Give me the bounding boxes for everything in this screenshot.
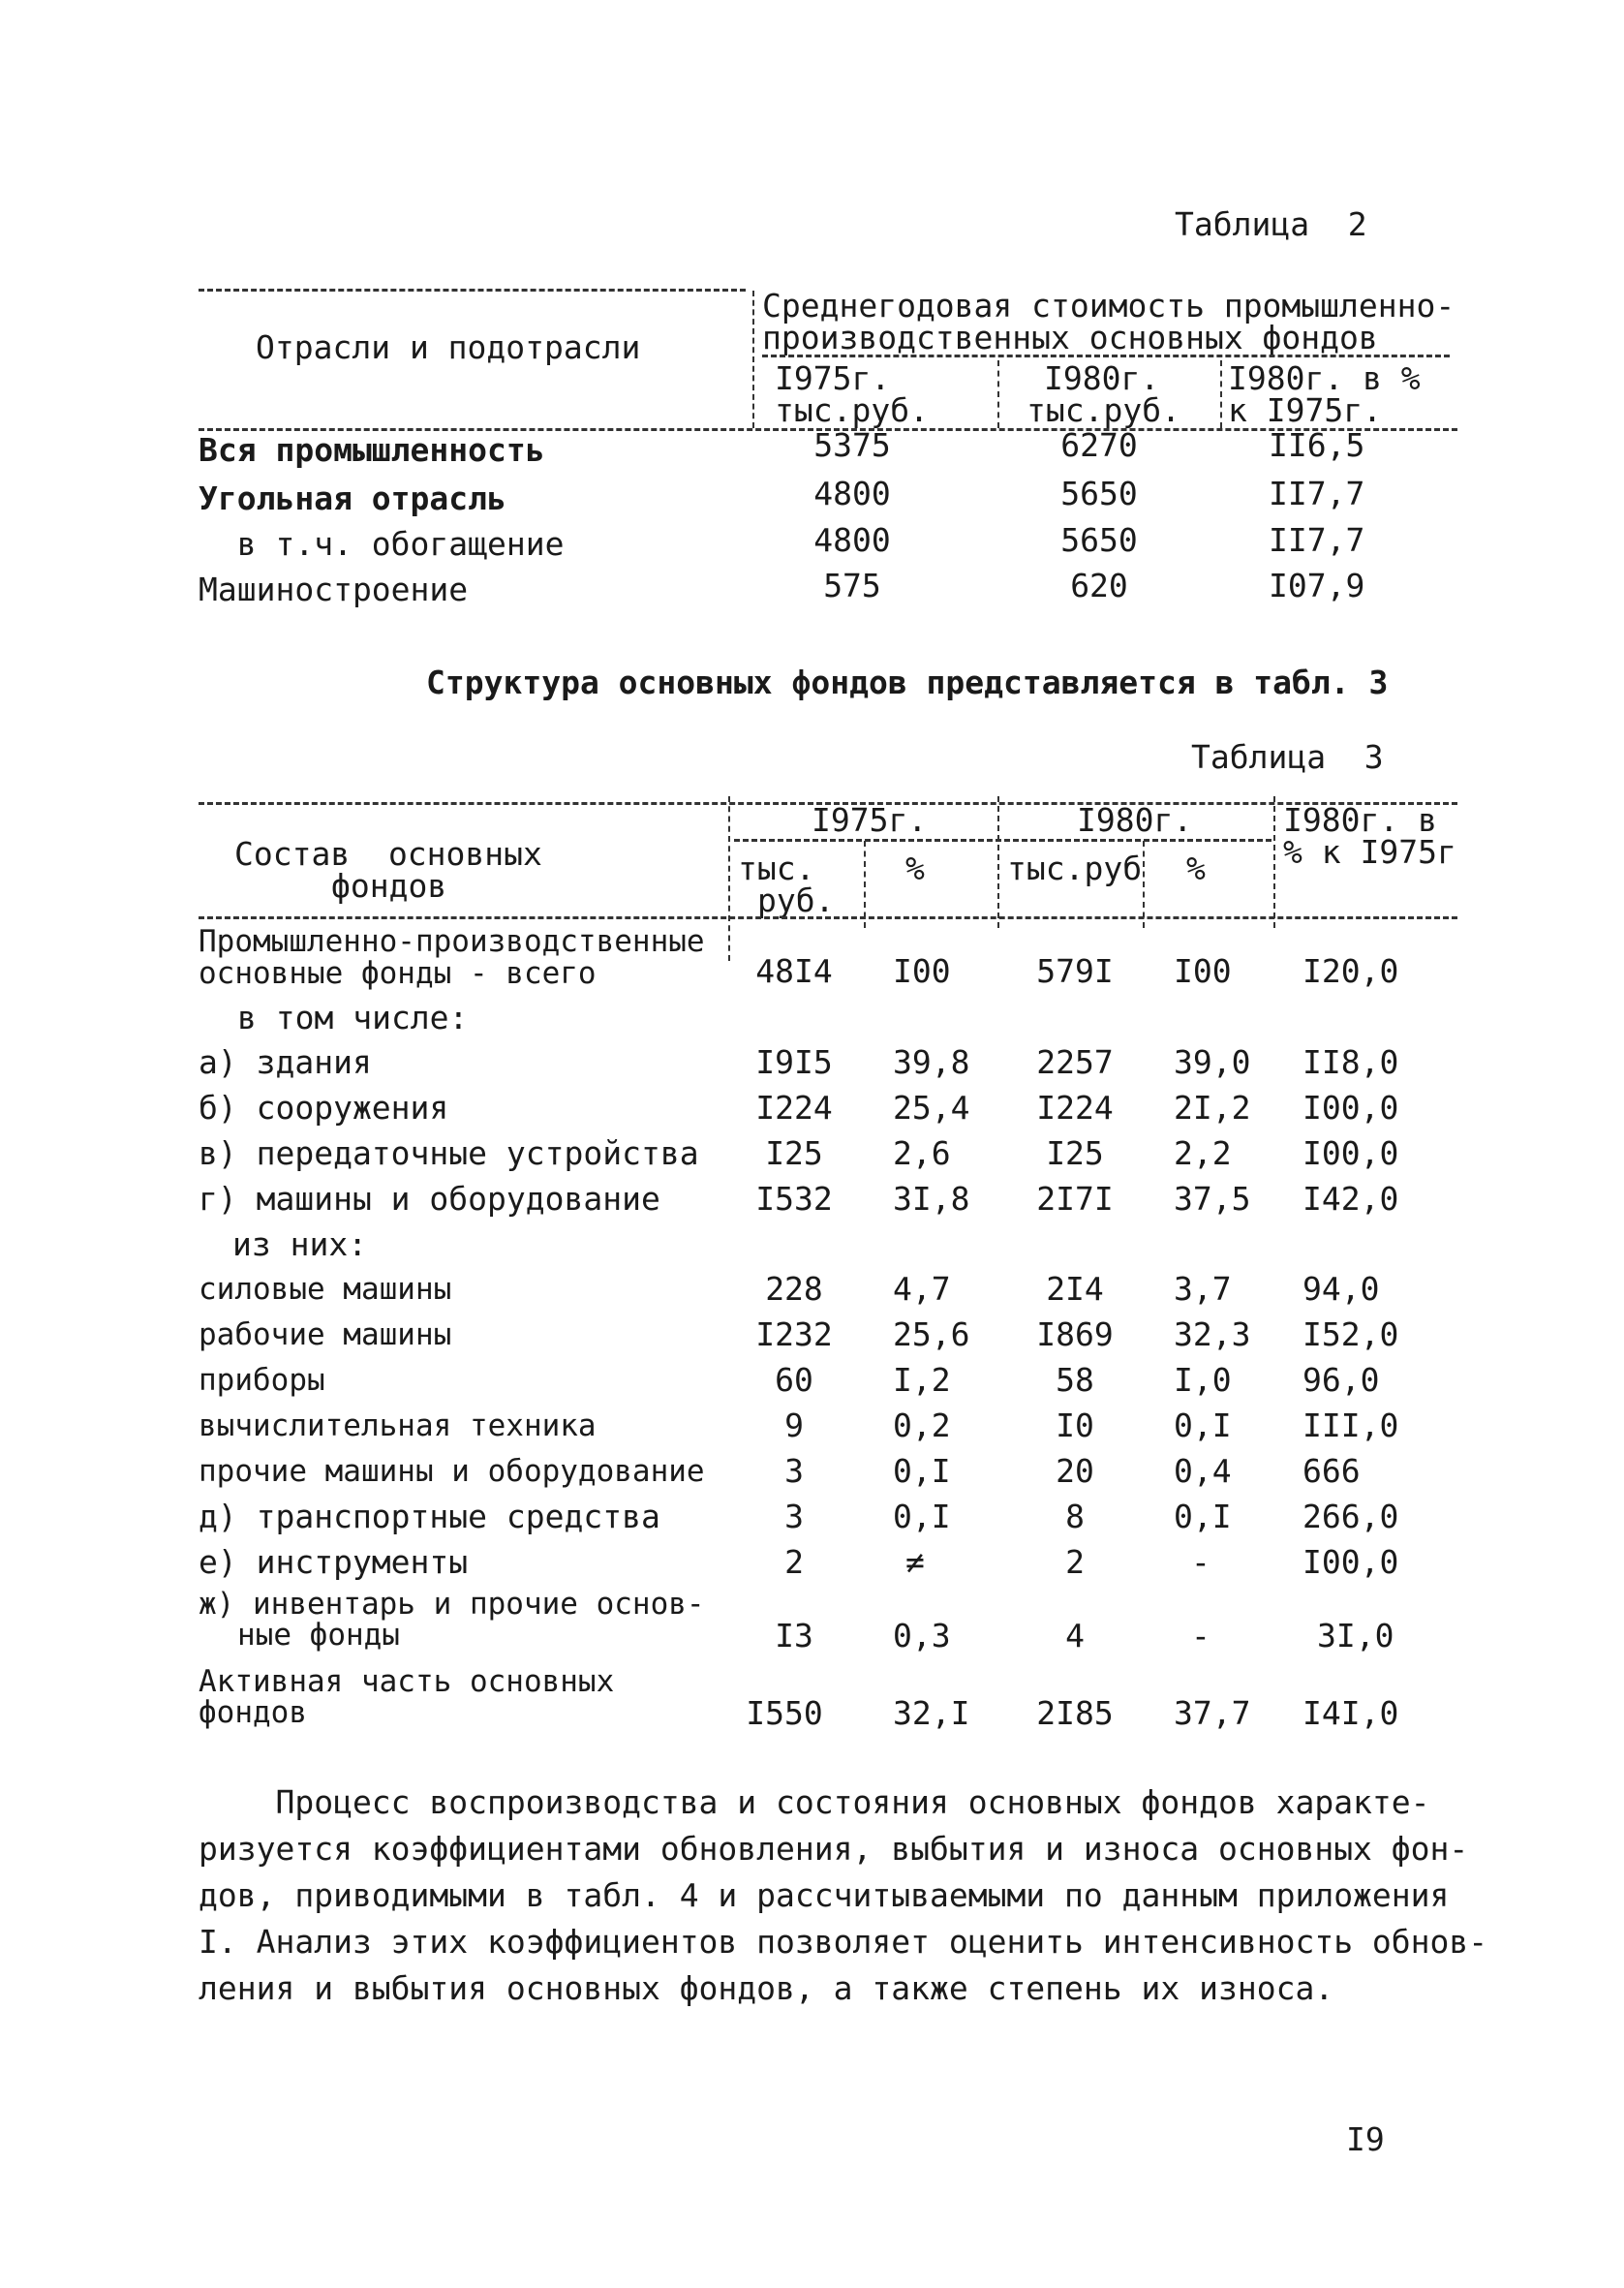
table3-row-ths1980: I869 [1036,1315,1114,1353]
table3-row-pct-change: I20,0 [1302,952,1399,990]
table3-row-pct-change: 3I,0 [1317,1617,1394,1654]
table2-row-pct: II7,7 [1269,475,1365,512]
table2-row-name: Вся промышленность [199,431,545,469]
table3-row-name: прочие машины и оборудование [199,1454,705,1489]
table3-row-pct1980: I00 [1174,952,1232,990]
table3-row-pct1975: 39,8 [893,1043,970,1081]
table3-row-pct1980: 32,3 [1174,1315,1251,1353]
table3-row-pct-change: III,0 [1302,1407,1399,1444]
table3-header-name-line1: Состав основных [234,835,542,873]
page-number: I9 [1346,2120,1385,2158]
table3-row-name: рабочие машины [199,1317,452,1352]
table2-header-1980-line2: тыс.руб. [1026,391,1180,429]
table3-header-ths1975-line1: тыс. [738,850,815,887]
table3-row-pct1980: 3,7 [1174,1270,1232,1308]
table2-row-1980: 5650 [1060,521,1138,559]
table3-row-pct-change: I42,0 [1302,1180,1399,1218]
table3-header-1980: I980г. [1077,801,1193,839]
table3-row-pct1975: I,2 [893,1361,951,1399]
table3-row-pct-change: I4I,0 [1302,1694,1399,1732]
table3-row-ths1980: 2I7I [1036,1180,1114,1218]
paragraph-line: I. Анализ этих коэффициентов позволяет оценить интенсивность обнов- [199,1923,1488,1961]
table2-header-1975-line1: I975г. [775,359,891,397]
paragraph-line: Процесс воспроизводства и состояния основных фондов характе- [199,1783,1430,1821]
table3-row-ths1975: 9 [784,1407,804,1444]
table3-row-name: в) передаточные устройства [199,1134,699,1172]
table3-row-ths1980: 2I4 [1046,1270,1104,1308]
table3-row-ths1975: I224 [755,1089,833,1127]
table3-row-ths1975: 48I4 [755,952,833,990]
table2-row-1980: 6270 [1060,426,1138,464]
table3-row-pct1980: 2I,2 [1174,1089,1251,1127]
intro-text: Структура основных фондов представляется в табл. 3 [426,664,1389,701]
table3-row-pct1980: 0,4 [1174,1452,1232,1490]
table3-row-name: в том числе: [237,999,469,1036]
table3-row-name: из них: [232,1225,368,1263]
table3-row-pct1975: 0,2 [893,1407,951,1444]
table3-row-pct-change: I00,0 [1302,1543,1399,1581]
table2-header-pct-line1: I980г. в % [1228,359,1421,397]
table3-row-pct1975: ≠ [905,1543,925,1581]
table3-header-name-line2: фондов [331,867,447,905]
table3-row-name: д) транспортные средства [199,1498,660,1535]
table2-header-1980-line1: I980г. [1044,359,1160,397]
table3-row-pct1980: 2,2 [1174,1134,1232,1172]
table3-row-pct1975: 25,4 [893,1089,970,1127]
table3-header-pct-line2: % к I975г [1283,833,1456,871]
table3-header-pct1975: % [905,850,925,887]
paragraph-line: ления и выбытия основных фондов, а также степень их износа. [199,1969,1334,2007]
table3-row-ths1980: I224 [1036,1089,1114,1127]
table3-row-pct1975: 3I,8 [893,1180,970,1218]
table3-row-ths1975: I232 [755,1315,833,1353]
table3-row-ths1980: 8 [1065,1498,1085,1535]
table3-row-pct1975: I00 [893,952,951,990]
table3-header-ths1975-line2: руб. [757,881,835,919]
table3-row-ths1980: 2 [1065,1543,1085,1581]
table3-row-pct1975: 2,6 [893,1134,951,1172]
table3-row-name-cont: ные фонды [237,1618,400,1653]
table3-row-ths1980: 579I [1036,952,1114,990]
table3-row-pct-change: II8,0 [1302,1043,1399,1081]
table3-row-ths1975: 2 [784,1543,804,1581]
table3-header-1975: I975г. [812,801,928,839]
table3-row-pct-change: 666 [1302,1452,1361,1490]
table3-row-ths1980: 20 [1056,1452,1094,1490]
table2-header-group-line1: Среднегодовая стоимость промышленно- [762,287,1455,325]
table3-row-name: Активная часть основных [199,1664,615,1699]
table3-row-ths1975: 3 [784,1452,804,1490]
table3-header-pct1980: % [1186,850,1206,887]
table3-row-name: Промышленно-производственные [199,924,705,959]
table3-row-ths1980: 2257 [1036,1043,1114,1081]
table3-row-pct1980: - [1191,1543,1210,1581]
table3-row-ths1975: I25 [765,1134,823,1172]
table2-row-pct: I07,9 [1269,567,1365,604]
table3-row-name-cont: основные фонды - всего [199,956,597,991]
table2-row-1975: 4800 [813,475,891,512]
table3-row-name: силовые машины [199,1272,452,1307]
paragraph-line: дов, приводимыми в табл. 4 и рассчитываемыми по данным приложения [199,1876,1450,1914]
table3-row-pct1975: 0,I [893,1452,951,1490]
table2-row-1975: 575 [823,567,881,604]
table3-row-pct1980: 37,7 [1174,1694,1251,1732]
table2-row-1975: 5375 [813,426,891,464]
table3-row-pct1975: 32,I [893,1694,970,1732]
table3-row-pct1975: 0,I [893,1498,951,1535]
table3-row-pct1980: 0,I [1174,1498,1232,1535]
table3-row-pct-change: I00,0 [1302,1089,1399,1127]
table3-row-ths1975: I9I5 [755,1043,833,1081]
table2-row-name: Машиностроение [199,571,469,608]
table3-row-ths1975: I3 [775,1617,813,1654]
table2-row-name: Угольная отрасль [199,479,506,517]
table3-row-pct-change: I52,0 [1302,1315,1399,1353]
table2-row-1975: 4800 [813,521,891,559]
table3-row-pct1980: 39,0 [1174,1043,1251,1081]
table3-row-ths1975: 60 [775,1361,813,1399]
table2-header-branch: Отрасли и подотрасли [256,328,641,366]
table2-row-1980: 620 [1070,567,1128,604]
table3-row-pct1975: 0,3 [893,1617,951,1654]
table3-row-name: а) здания [199,1043,372,1081]
table3-row-ths1980: I0 [1056,1407,1094,1444]
table3-row-name: ж) инвентарь и прочие основ- [199,1587,705,1622]
table3-row-pct-change: 266,0 [1302,1498,1399,1535]
table3-row-ths1975: 228 [765,1270,823,1308]
table3-caption: Таблица 3 [1191,738,1384,776]
table2-header-pct-line2: к I975г. [1228,391,1382,429]
table2-row-pct: II7,7 [1269,521,1365,559]
table3-row-ths1975: 3 [784,1498,804,1535]
table3-row-ths1975: I550 [746,1694,823,1732]
table3-row-pct1980: 0,I [1174,1407,1232,1444]
table3-row-pct1980: I,0 [1174,1361,1232,1399]
table2-header-group-line2: производственных основных фондов [762,319,1378,356]
table3-header-ths1980: тыс.руб [1007,850,1143,887]
table3-row-pct1975: 4,7 [893,1270,951,1308]
table2-header-1975-line2: тыс.руб. [775,391,929,429]
table3-row-name: вычислительная техника [199,1408,597,1443]
table3-row-name: приборы [199,1363,325,1398]
table3-row-name: е) инструменты [199,1543,469,1581]
table3-row-name: б) сооружения [199,1089,449,1127]
table3-row-pct-change: 96,0 [1302,1361,1380,1399]
table2-caption: Таблица 2 [1175,205,1367,243]
table2-row-pct: II6,5 [1269,426,1365,464]
table3-row-ths1980: I25 [1046,1134,1104,1172]
table3-row-pct1980: - [1191,1617,1210,1654]
table3-row-pct1980: 37,5 [1174,1180,1251,1218]
table2-row-name: в т.ч. обогащение [199,525,565,563]
table3-row-ths1980: 4 [1065,1617,1085,1654]
table2-row-1980: 5650 [1060,475,1138,512]
table3-row-ths1980: 2I85 [1036,1694,1114,1732]
table3-row-ths1980: 58 [1056,1361,1094,1399]
table3-row-name: г) машины и оборудование [199,1180,660,1218]
paragraph-line: ризуется коэффициентами обновления, выбытия и износа основных фон- [199,1830,1469,1868]
table3-row-ths1975: I532 [755,1180,833,1218]
table3-row-pct1975: 25,6 [893,1315,970,1353]
table3-row-name-cont: фондов [199,1695,307,1730]
table3-row-pct-change: 94,0 [1302,1270,1380,1308]
table3-header-pct-line1: I980г. в [1283,801,1437,839]
table3-row-pct-change: I00,0 [1302,1134,1399,1172]
